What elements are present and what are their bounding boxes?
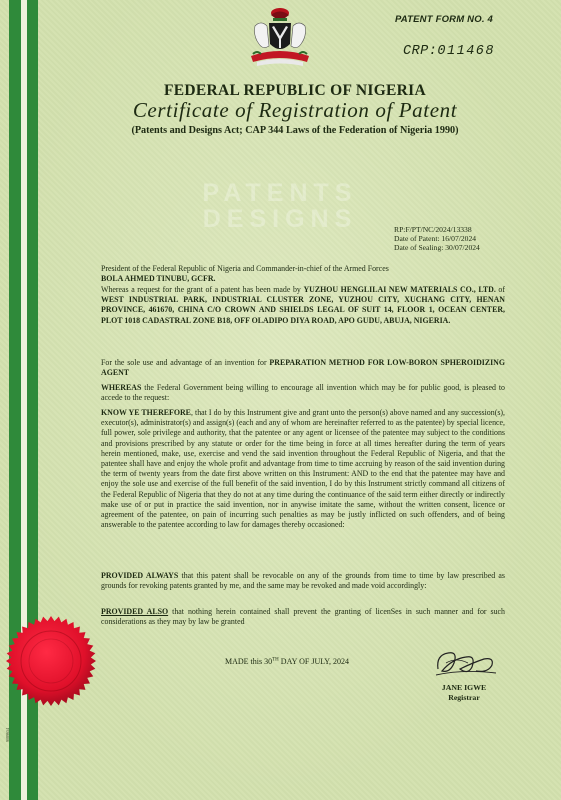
red-seal-icon: [4, 614, 98, 708]
provided-also-label: PROVIDED ALSO: [101, 607, 169, 616]
president-line: President of the Federal Republic of Nigeria and Commander-in-chief of the Armed Forces: [101, 264, 389, 273]
president-name: BOLA AHMED TINUBU, GCFR.: [101, 274, 216, 283]
registration-number: RP:F/PT/NC/2024/13338: [394, 225, 472, 234]
made-month-year: DAY OF JULY, 2024: [278, 657, 350, 666]
made-day: MADE this 30: [225, 657, 273, 666]
provided-always-text: that this patent shall be revocable on any of the grounds from time to time by law prescribed as grounds for revoking patents granted by me, and the same may be revoked and made void accordingly:: [101, 571, 506, 591]
whereas-government-text: the Federal Government being willing to encourage all invention which may be for public good, is pleased to accede to the request:: [101, 383, 505, 403]
act-reference: (Patents and Designs Act; CAP 344 Laws of the Federation of Nigeria 1990): [131, 125, 459, 136]
whereas-government-paragraph: [101, 383, 505, 403]
crp-prefix: CRP:: [402, 44, 438, 59]
use-intro: For the sole use and advantage of an invention for: [101, 358, 270, 367]
whereas-label: WHEREAS: [101, 383, 142, 392]
registration-references: [394, 225, 534, 252]
watermark-line-2: DESIGNS: [202, 205, 358, 233]
date-of-sealing: Date of Sealing: 30/07/2024: [394, 243, 480, 252]
provided-always-label: PROVIDED ALWAYS: [101, 571, 179, 580]
margin-serial-code: 9089654: [5, 728, 10, 742]
applicant-name: YUZHOU HENGLILAI NEW MATERIALS CO., LTD.: [303, 285, 496, 294]
document-title: FEDERAL REPUBLIC OF NIGERIA: [163, 82, 427, 99]
provided-also-text: that nothing herein contained shall prevent the granting of licenSes in such manner and for such considerations as they may by law be granted: [101, 607, 505, 627]
provided-always-paragraph: [101, 571, 505, 591]
registrar-signature-icon: [432, 645, 500, 679]
whereas-paragraph: [101, 285, 505, 326]
patent-form-number: PATENT FORM NO. 4: [394, 14, 493, 25]
know-ye-paragraph: [101, 408, 505, 530]
coat-of-arms-icon: [245, 6, 315, 72]
of-word: of: [495, 285, 505, 294]
know-ye-label: KNOW YE THEREFORE: [101, 408, 191, 417]
provided-also-paragraph: [101, 607, 505, 627]
made-day-suffix: TH: [272, 657, 279, 663]
invention-title: PREPARATION METHOD FOR LOW-BORON SPHEROIDIZING AGENT: [101, 358, 506, 378]
registrar-block: [426, 683, 502, 703]
watermark-line-1: PATENTS: [202, 179, 358, 207]
registrar-name: JANE IGWE: [441, 683, 487, 692]
crp-number: [403, 44, 495, 59]
date-of-patent: Date of Patent: 16/07/2024: [394, 234, 477, 243]
made-date-line: [225, 657, 349, 666]
crp-serial: 011468: [437, 44, 495, 59]
whereas-intro: Whereas a request for the grant of a patent has been made by: [101, 285, 304, 294]
invention-paragraph: [101, 358, 505, 378]
know-ye-text: , that I do by this Instrument give and grant unto the person(s) above named and any succession(s), executor(s), administrator(s) and assign(s) (each and any of whom are hereinafter referred to as the patentee) by special licence, full power, sole privilege and authority, that the patentee or any agent or licensee of the patentee may subject to the conditions and provisions prescribed by any statute or order for the time being in force at all times hereafter during the term of years herein mentioned, make, use, exercise and vend the said invention throughout the Federal Republic of Nigeria, and that the patentee shall have and enjoy the whole profit and advantage from time to time accruing by reason of the said invention during the term of twenty years from the date first above written on this Instrument: AND to the end that the patentee may have and enjoy the sole use and exercise of the full benefit of the said invention, I do by this Instrument strictly command all citizens of the Federal Republic of Nigeria that they do not at any time during the continuance of the said term either directly or indirectly make use of or put in practice the said invention, nor in anywise imitate the same, without the written consent, licence or agreement of the patentee, on pain of incurring such penalties as may be justly inflicted on such offenders, and of being answerable to the patentee according to law for damages thereby occasioned:: [101, 408, 505, 530]
applicant-address: WEST INDUSTRIAL PARK, INDUSTRIAL CLUSTER ZONE, YUZHOU CITY, XUCHANG CITY, HENAN PROVINCE, 461670, CHINA C/O CROWN AND SHIELDS LEGAL OF SUIT 14, FLOOR 1, OCEAN CENTER, PLOT 1018 CADASTRAL ZONE B18, OFF OLADIPO DIYA ROAD, APO GUDU, ABUJA, NIGERIA.: [101, 295, 505, 325]
registrar-title: Registrar: [448, 693, 480, 702]
document-subtitle: Certificate of Registration of Patent: [132, 98, 458, 122]
